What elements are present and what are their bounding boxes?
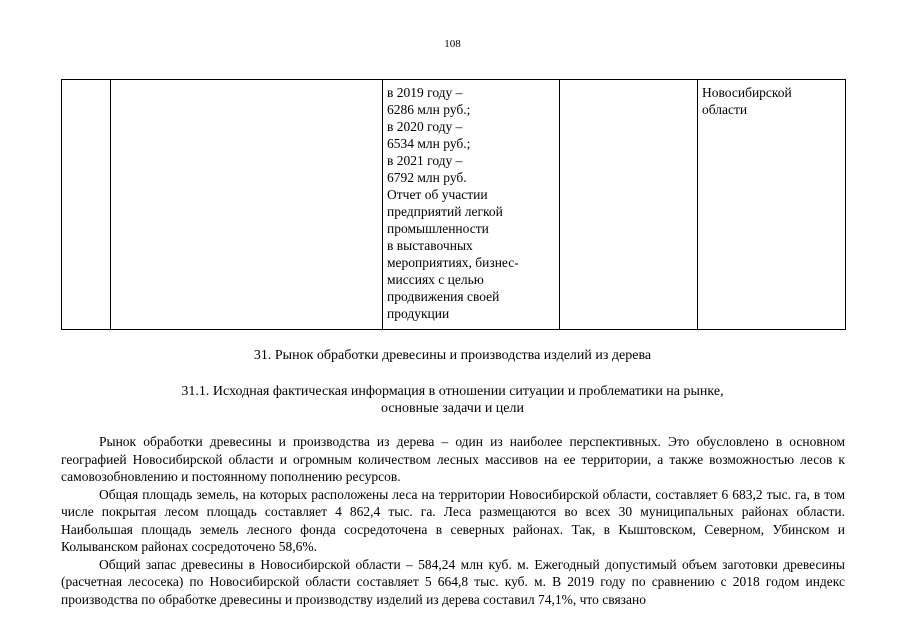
paragraph: Рынок обработки древесины и производства из дерева – один из наиболее перспективных. Это обусловлено в основном географией Новосибирской области и огромным количеством лесных массивов на ее территории, а также возможностью лесов к самовозобновлению и постоянному пополнению ресурсов.	[61, 434, 845, 484]
table-row	[62, 80, 846, 330]
subsection-heading	[0, 383, 905, 417]
paragraph: Общая площадь земель, на которых расположены леса на территории Новосибирской области, составляет 6 683,2 тыс. га, в том числе покрытая лесом площадь составляет 4 862,4 тыс. га. Леса размещаются во всех 30 муниципальных районах области. Наибольшая площадь земель лесного фонда сосредоточена в северных районах. Так, в Кыштовском, Северном, Убинском и Колыванском районах сосредоточено 58,6%.	[61, 486, 845, 554]
cell-line: промышленности	[387, 221, 489, 236]
cell-line: в 2020 году –	[387, 119, 463, 134]
cell-line: предприятий легкой	[387, 204, 503, 219]
cell-line: 6534 млн руб.;	[387, 136, 471, 151]
page-number: 108	[444, 38, 461, 50]
cell-line: в выставочных	[387, 238, 473, 253]
table-cell-executor	[698, 80, 846, 330]
cell-line: 6286 млн руб.;	[387, 102, 471, 117]
cell-line: Отчет об участии	[387, 187, 488, 202]
table-cell-indicators	[383, 80, 560, 330]
subsection-heading-line: основные задачи и цели	[380, 401, 524, 416]
cell-line: продукции	[387, 306, 450, 321]
table-cell-measure	[111, 80, 383, 330]
cell-line: мероприятиях, бизнес-	[387, 255, 519, 270]
body-text	[61, 433, 845, 608]
executor-line: области	[702, 102, 748, 117]
table-cell-deadline	[560, 80, 698, 330]
cell-line: миссиях с целью	[387, 272, 484, 287]
continuation-table	[61, 79, 846, 330]
subsection-heading-line: 31.1. Исходная фактическая информация в отношении ситуации и проблематики на рынке,	[181, 384, 724, 399]
cell-line: в 2021 году –	[387, 153, 463, 168]
executor-line: Новосибирской	[702, 85, 792, 100]
cell-line: 6792 млн руб.	[387, 170, 467, 185]
cell-line: продвижения своей	[387, 289, 500, 304]
cell-line: в 2019 году –	[387, 85, 463, 100]
section-heading: 31. Рынок обработки древесины и производства изделий из дерева	[253, 348, 652, 363]
paragraph: Общий запас древесины в Новосибирской области – 584,24 млн куб. м. Ежегодный допустимый объем заготовки древесины (расчетная лесосека) по Новосибирской области составляет 5 664,8 тыс. куб. м. В 2019 году по сравнению с 2018 годом индекс производства по обработке древесины и производству изделий из дерева составил 74,1%, что связано	[61, 556, 845, 607]
table-cell-number	[62, 80, 111, 330]
